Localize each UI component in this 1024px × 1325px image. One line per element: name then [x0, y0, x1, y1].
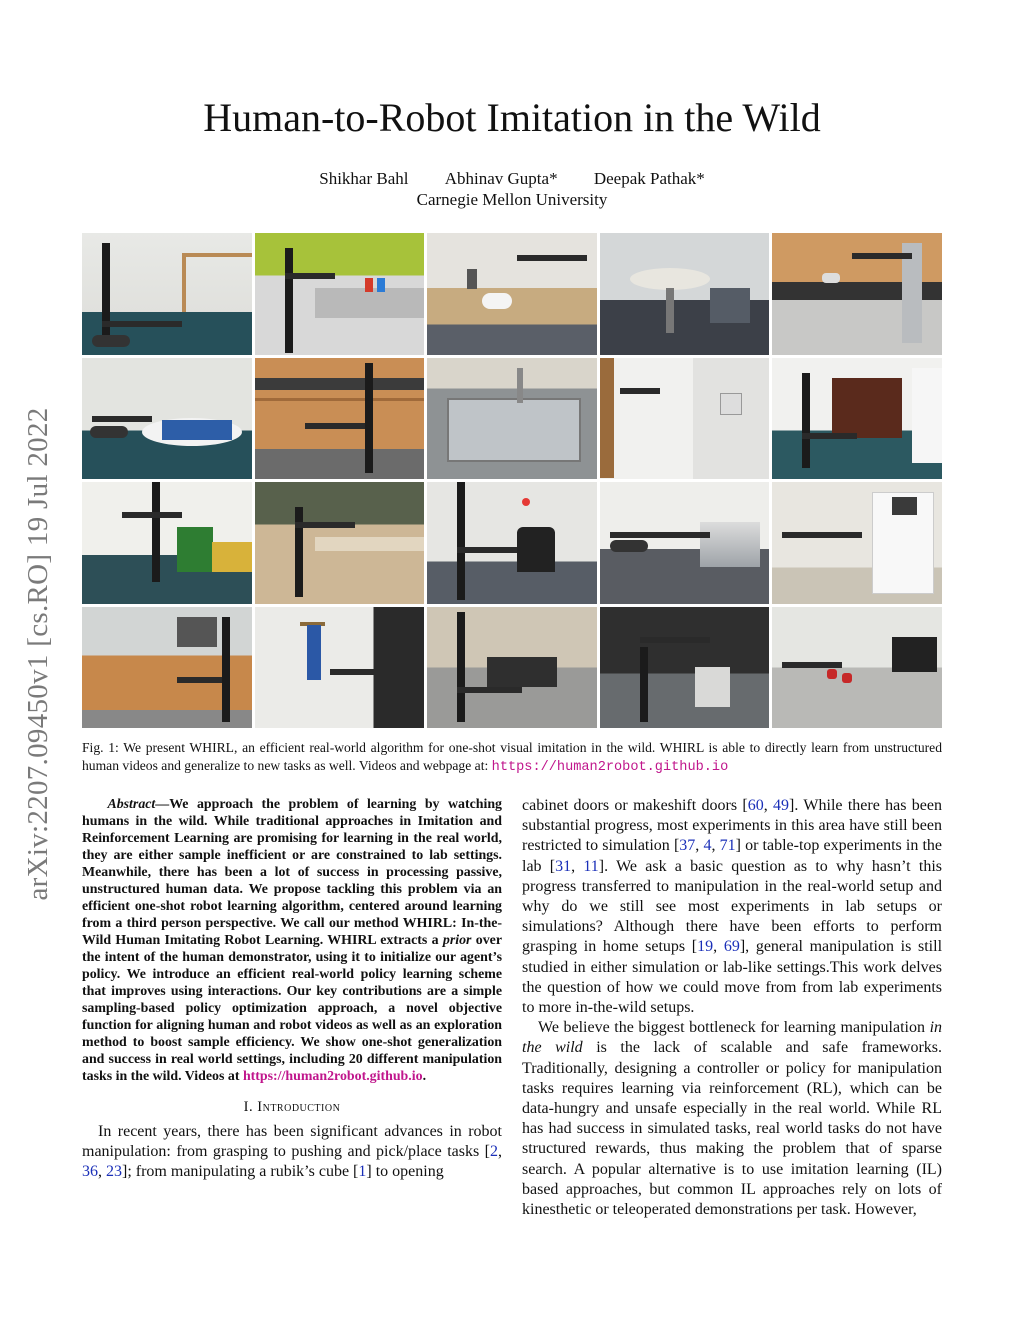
citation-link[interactable]: 2 [490, 1143, 498, 1161]
robot-scene-photo [255, 607, 425, 729]
right-column [522, 796, 942, 1220]
robot-scene-photo [772, 607, 942, 729]
abstract-label: Abstract [107, 797, 156, 812]
citation-link[interactable]: 19 [697, 938, 714, 956]
citation-link[interactable]: 31 [555, 857, 572, 875]
abstract-emphasis: prior [442, 933, 472, 948]
abstract-text: over the intent of the human demonstrator, using it to initialize our agent’s policy. We introduce an efficient real-world policy learning scheme that improves using interactions. Our key contributions are a simple sampling-based policy optimization approach, a novel objective function for aligning human and robot videos as well as an exploration method to boost sample efficiency. We show one-shot generalization and success in real world settings, including 20 different manipulation tasks in the wild. Videos at [82, 933, 502, 1084]
robot-scene-photo [255, 358, 425, 480]
author-list [0, 168, 1024, 190]
robot-scene-photo [600, 482, 770, 604]
robot-scene-photo [427, 358, 597, 480]
caption-text: We present WHIRL, an efficient real-world algorithm for one-shot visual imitation in the wild. WHIRL is able to directly learn from unstructured human videos and generalize to new tasks as well. Videos and webpage at: [82, 740, 943, 773]
citation-link[interactable]: 37 [679, 837, 696, 855]
caption-url-link[interactable]: https://human2robot.github.io [491, 760, 729, 775]
abstract: Abstract—We approach the problem of learning by watching humans in the wild. While traditional approaches in Imitation and Reinforcement Learning are promising for learning in the real world, they are either sample inefficient or are constrained to lab settings. Meanwhile, there has been a lot of success in processing passive, unstructured human data. We propose tackling this problem via an efficient one-shot robot learning algorithm, centered around learning from a third person perspective. We call our method WHIRL: In-the-Wild Human Imitating Robot Learning. WHIRL extracts a prior over the intent of the human demonstrator, using it to initialize our agent’s policy. We introduce an efficient real-world policy learning scheme that improves using interactions. Our key contributions are a simple sampling-based policy optimization approach, a novel objective function for aligning human and robot videos as well as an exploration method to boost sample efficiency. We show one-shot generalization and success in real world settings, including 20 different manipulation tasks in the wild. Videos at https://human2robot.github.io. [82, 797, 502, 1084]
author-name: Abhinav Gupta* [444, 169, 558, 188]
citation-link[interactable]: 1 [358, 1163, 367, 1181]
citation-link[interactable]: 36 [82, 1163, 98, 1181]
robot-scene-photo [82, 482, 252, 604]
robot-scene-photo [772, 233, 942, 355]
robot-scene-photo [427, 607, 597, 729]
robot-scene-photo [600, 233, 770, 355]
robot-scene-photo [255, 233, 425, 355]
citation-link[interactable]: 71 [719, 837, 736, 855]
citation-link[interactable]: 23 [106, 1163, 122, 1181]
robot-scene-photo [255, 482, 425, 604]
robot-scene-photo [772, 482, 942, 604]
citation-link[interactable]: 4 [703, 837, 712, 855]
abstract-url-link[interactable]: https://human2robot.github.io [242, 1069, 423, 1084]
robot-scene-photo [600, 607, 770, 729]
author-name: Shikhar Bahl [319, 169, 409, 188]
section-number: I. [243, 1099, 254, 1115]
robot-scene-photo [82, 607, 252, 729]
robot-scene-photo [427, 482, 597, 604]
text-emphasis: in the wild [522, 1019, 943, 1057]
citation-link[interactable]: 69 [723, 938, 740, 956]
robot-scene-photo [427, 233, 597, 355]
paper-title: Human-to-Robot Imitation in the Wild [203, 95, 821, 140]
citation-link[interactable]: 60 [747, 797, 764, 814]
robot-scene-photo [82, 233, 252, 355]
arxiv-identifier: arXiv:2207.09450v1 [cs.RO] 19 Jul 2022 [22, 407, 54, 901]
abstract-text: We approach the problem of learning by watching humans in the wild. While traditional approaches in Imitation and Reinforcement Learning are promising for learning in the real world, they are either sample inefficient or are constrained to lab settings. Meanwhile, there has been a lot of success in processing passive, unstructured human data. We propose tackling this problem via an efficient one-shot robot learning algorithm, centered around learning from a third person perspective. We call our method WHIRL: In-the-Wild Human Imitating Robot Learning. WHIRL extracts a [82, 797, 502, 948]
intro-paragraph: We believe the biggest bottleneck for learning manipulation in the wild is the lack of scalable and safe frameworks. Traditionally, designing a controller or policy for manipulation tasks requires learning via reinforcement (RL), which can be data-hungry and unsafe especially in the real world. While RL has had success in simulated tasks, real world tasks do not have structured rewards, thus making the problem that of sparse search. A popular alternative is to use imitation learning (IL) based approaches, but common IL approaches rely on lots of kinesthetic or teleoperated demonstrations per task. However, [522, 1019, 943, 1219]
section-heading [82, 1099, 502, 1116]
citation-link[interactable]: 49 [773, 797, 790, 814]
section-title: Introduction [257, 1099, 341, 1115]
robot-scene-photo [600, 358, 770, 480]
figure-caption [82, 739, 942, 777]
citation-link[interactable]: 11 [583, 857, 599, 875]
caption-label: Fig. 1: [82, 740, 119, 755]
figure-1-photo-grid [82, 233, 942, 728]
robot-scene-photo [772, 358, 942, 480]
intro-paragraph: In recent years, there has been significant advances in robot manipulation: from grasping to pushing and pick/place tasks [2, 36, 23]; from manipulating a rubik’s cube [1] to opening [82, 1123, 502, 1181]
intro-paragraph: cabinet doors or makeshift doors [60, 49]. While there has been substantial progress, most experiments in this area have still been restricted to simulation [37, 4, 71] or table-top experiments in the lab [31, 11]. We ask a basic question as to why hasn’t this progress transferred to manipulation in the real-world setup and why do we still see most experiments in lab setups or simulations? Although there have been efforts to perform grasping in home setups [19, 69], general manipulation is still studied in either simulation or lab-like settings.This work delves the question of how we could move from from lab experiments to more in-the-wild setups. [522, 797, 943, 1017]
robot-scene-photo [82, 358, 252, 480]
affiliation: Carnegie Mellon University [416, 190, 608, 209]
left-column [82, 796, 502, 1183]
author-name: Deepak Pathak* [593, 169, 705, 188]
